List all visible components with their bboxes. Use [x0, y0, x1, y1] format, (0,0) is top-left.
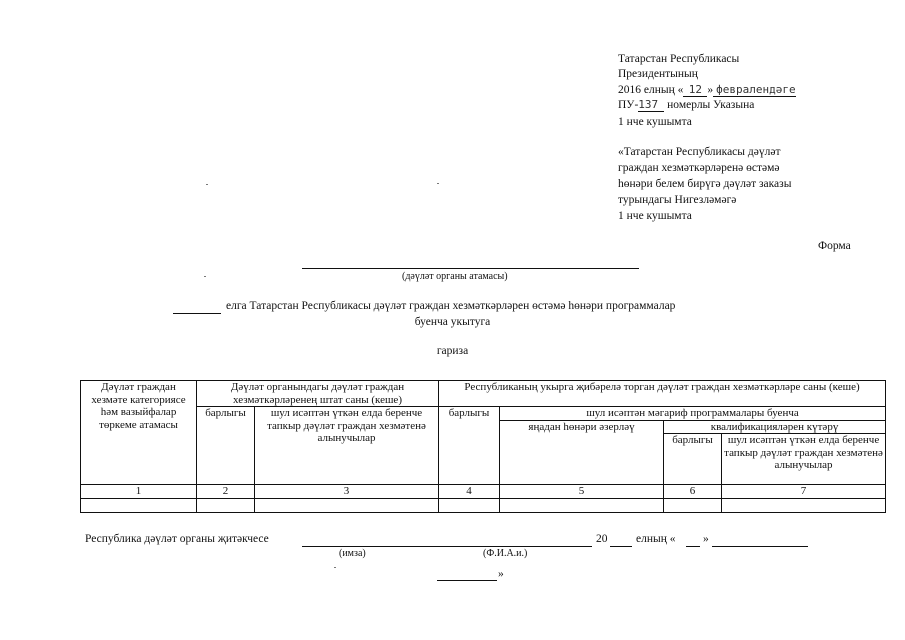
column-number: 7 — [722, 485, 886, 499]
column-number: 5 — [500, 485, 664, 499]
appendix-line-4: турындагы Нигезләмәгә — [618, 194, 737, 206]
column-numbers-row — [81, 485, 886, 499]
header-sent-group: Республиканың укырга җибәрелә торган дәүләт граждан хезмәткәрләре саны (кеше) — [439, 381, 886, 407]
data-row — [81, 499, 886, 513]
column-number: 2 — [197, 485, 255, 499]
application-label: гариза — [436, 345, 469, 357]
title-line-1: елга Татарстан Республикасы дәүләт граждан хезмәткәрләрен өстәмә һөнәри программалар — [226, 300, 676, 312]
header-programs-group: шул исәптән мәгариф программалары буенча — [500, 407, 886, 421]
year-suffix: елның « — [636, 533, 676, 545]
scan-speck — [204, 276, 206, 277]
appendix-line-3: һөнәри белем бирүгә дәүләт заказы — [618, 178, 792, 190]
year-blank[interactable] — [610, 546, 632, 547]
data-cell[interactable] — [722, 499, 886, 513]
number-prefix: ПУ- — [618, 99, 639, 111]
scan-speck — [206, 184, 208, 185]
approval-number-line — [618, 98, 754, 112]
closing-mark: » — [498, 568, 504, 580]
data-cell[interactable] — [664, 499, 722, 513]
signature-line[interactable] — [302, 546, 592, 547]
month-blank[interactable] — [712, 546, 808, 547]
data-cell[interactable] — [255, 499, 439, 513]
data-cell[interactable] — [439, 499, 500, 513]
header-category: Дәүләт граждан хезмәте категориясе һәм вазыйфалар төркеме атамасы — [81, 381, 197, 485]
header-sent-total: барлыгы — [439, 407, 500, 485]
org-name-line — [302, 268, 639, 269]
column-number: 4 — [439, 485, 500, 499]
quote-close: » — [703, 533, 709, 545]
data-cell[interactable] — [197, 499, 255, 513]
date-mid: » — [707, 84, 714, 96]
column-number: 6 — [664, 485, 722, 499]
header-staff-group: Дәүләт органындагы дәүләт граждан хезмәткәрләренең штат саны (кеше) — [197, 381, 439, 407]
application-table — [80, 380, 886, 513]
approval-line-2: Президентының — [618, 68, 698, 80]
name-caption: (Ф.И.А.и.) — [483, 548, 528, 559]
closing-line — [437, 580, 497, 581]
approval-line-5: 1 нче кушымта — [618, 116, 692, 128]
data-cell[interactable] — [81, 499, 197, 513]
appendix-line-1: «Татарстан Республикасы дәүләт — [618, 146, 781, 158]
title-line-2: буенча укытуга — [414, 316, 491, 328]
column-number: 1 — [81, 485, 197, 499]
appendix-line-2: граждан хезмәткәрләренә өстәмә — [618, 162, 780, 174]
date-prefix: 2016 елның « — [618, 84, 684, 96]
day-blank[interactable] — [686, 546, 700, 547]
number-suffix: номерлы Указына — [667, 99, 755, 111]
scan-speck — [334, 567, 336, 568]
header-staff-new: шул исәптән үткән елда беренче тапкыр дәүләт граждан хезмәтенә алынучылар — [255, 407, 439, 485]
sign-caption: (имза) — [339, 548, 366, 559]
decree-number: 137 — [638, 98, 664, 112]
header-qualification-total: барлыгы — [664, 434, 722, 485]
header-qualification-new: шул исәптән үткән елда беренче тапкыр дәүләт граждан хезмәтенә алынучылар — [722, 434, 886, 485]
scan-speck — [437, 183, 439, 184]
header-retraining: яңадан һөнәри әзерләү — [500, 420, 664, 485]
approval-date-line — [618, 83, 796, 97]
appendix-line-5: 1 нче кушымта — [618, 210, 692, 222]
year-blank-line — [173, 313, 221, 314]
org-caption: (дәүләт органы атамасы) — [402, 271, 508, 282]
approval-line-1: Татарстан Республикасы — [618, 53, 740, 65]
header-staff-total: барлыгы — [197, 407, 255, 485]
column-number: 3 — [255, 485, 439, 499]
date-month: февралендәге — [713, 83, 795, 97]
data-cell[interactable] — [500, 499, 664, 513]
form-label: Форма — [818, 240, 851, 252]
signature-label: Республика дәүләт органы җитәкчесе — [85, 533, 269, 545]
date-day: 12 — [683, 83, 707, 97]
year-prefix: 20 — [596, 533, 608, 545]
header-qualification-group: квалификацияләрен күтәрү — [664, 420, 886, 434]
